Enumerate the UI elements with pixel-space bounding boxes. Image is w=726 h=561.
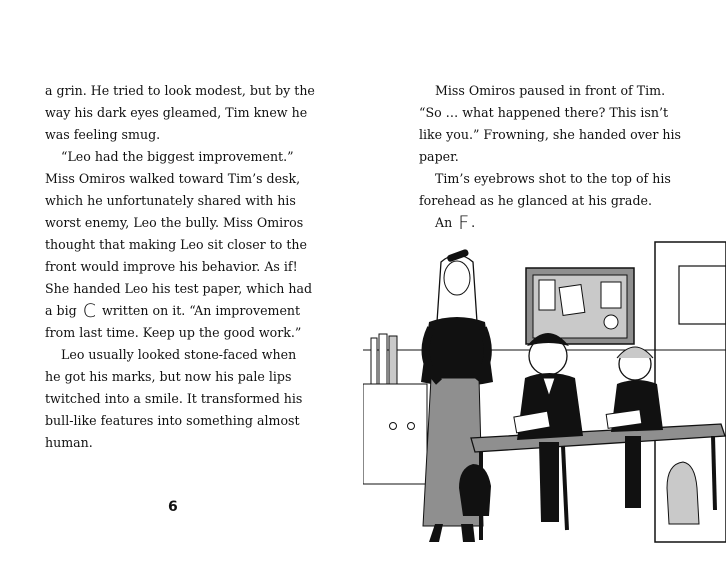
board-paper: [601, 282, 621, 308]
text-line: forehead as he glanced at his grade.: [419, 193, 652, 208]
classroom-illustration: [363, 238, 726, 561]
text-line: way his dark eyes gleamed, Tim knew he: [45, 105, 308, 120]
text-line: from last time. Keep up the good work.”: [45, 325, 302, 340]
text-line: front would improve his behavior. As if!: [45, 259, 298, 274]
text-line: which he unfortunately shared with his: [45, 193, 296, 208]
backpack-right: [667, 462, 699, 524]
text-line: Tim’s eyebrows shot to the top of his: [435, 171, 671, 186]
text-fragment: a big: [45, 303, 77, 318]
left-page-text: [45, 80, 315, 454]
right-page-text: [419, 80, 681, 234]
text-line: human.: [45, 435, 93, 450]
tim-figure: [514, 333, 583, 522]
text-line: a grin. He tried to look modest, but by the: [45, 83, 315, 98]
binder: [371, 338, 377, 384]
grade-text-line: [45, 300, 315, 322]
text-fragment: written on it. “An improvement: [101, 303, 301, 318]
board-paper: [559, 285, 585, 316]
door-window: [679, 266, 726, 324]
text-fragment: .: [471, 215, 476, 230]
text-line: like you.” Frowning, she handed over his: [419, 127, 681, 142]
binder: [389, 336, 397, 384]
cabinet: [363, 384, 427, 484]
text-line: twitched into a smile. It transformed his: [45, 391, 303, 406]
text-line: “So … what happened there? This isn’t: [419, 105, 669, 120]
text-line: Leo usually looked stone-faced when: [61, 347, 297, 362]
text-line: was feeling smug.: [45, 127, 161, 142]
right-page: [363, 0, 726, 561]
grade-f-mark: F: [458, 212, 470, 234]
grade-c-mark: C: [82, 300, 96, 322]
text-line: bull-like features into something almost: [45, 413, 300, 428]
grade-text-line: [419, 212, 681, 234]
text-line: he got his marks, but now his pale lips: [45, 369, 292, 384]
page-number: 6: [168, 499, 178, 515]
text-line: “Leo had the biggest improvement.”: [61, 149, 294, 164]
text-line: worst enemy, Leo the bully. Miss Omiros: [45, 215, 304, 230]
text-line: Miss Omiros paused in front of Tim.: [435, 83, 666, 98]
text-fragment: An: [435, 215, 453, 230]
board-badge: [604, 315, 618, 329]
binder: [379, 334, 387, 384]
text-line: thought that making Leo sit closer to the: [45, 237, 307, 252]
text-line: She handed Leo his test paper, which had: [45, 281, 313, 296]
text-line: paper.: [419, 149, 459, 164]
board-paper: [539, 280, 555, 310]
backpack-left: [459, 464, 491, 516]
text-line: Miss Omiros walked toward Tim’s desk,: [45, 171, 301, 186]
